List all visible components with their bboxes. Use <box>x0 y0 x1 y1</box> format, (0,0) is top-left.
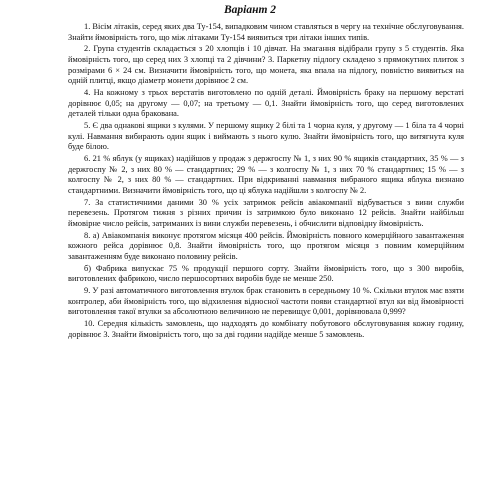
problem-item: 8. а) Авіакомпанія виконує протягом місяця 400 рейсів. Ймовірність повного комерційного завантаження кожного рейса дорівнює 0,8. Знайти ймовірність того, що протягом місяця з повним комерційним завантаженням буде виконано половину рейсів. <box>68 230 464 261</box>
problem-list <box>68 22 464 342</box>
problem-item: 10. Середня кількість замовлень, що надходять до комбінату побутового обслуговування кожну годину, дорівнює 3. Знайти ймовірність того, що за дві години надійде менше 5 замовлень. <box>68 319 464 339</box>
problem-item: 1. Вісім літаків, серед яких два Ту-154, випадковим чином ставляться в чергу на технічне обслуговування. Знайти ймовірність того, що між літаками Ту-154 виявиться три літаки інших типів. <box>68 22 464 42</box>
problem-item: 4. На кожному з трьох верстатів виготовлено по одній деталі. Ймовірність браку на першому верстаті дорівнює 0,05; на другому — 0,07; на третьому — 0,1. Знайти ймовірність того, що серед виготовлених деталей тільки одна бракована. <box>68 88 464 119</box>
problem-item: 7. За статистичними даними 30 % усіх затримок рейсів авіакомпанії відбувається з вини служби перевезень. Протягом тижня з різних причин із затримкою було виконано 12 рейсів. Знайти найбільш ймовірне число рейсів, затриманих із вини служби перевезень, і обчислити відповідну ймовірність. <box>68 197 464 228</box>
problem-item: 9. У разі автоматичного виготовлення втулок брак становить в середньому 10 %. Скільки втулок має взяти контролер, аби ймовірність того, що відхилення відносної частоти появи стандартної втул ки від ймовірності виготовлення такої втулки за абсолютною величиною не перевищує 0,001, дорівнювала 0,999? <box>68 286 464 317</box>
problem-item: 2. Група студентів складається з 20 хлопців і 10 дівчат. На змагання відібрали групу з 5 студентів. Яка ймовірність того, що серед них 3 хлопці та 2 дівчини? 3. Паркетну підлогу складено з прямокутних плиток з розмірами 6 × 24 см. Визначити ймовірність того, що монета, яка впала на підлогу, повністю виявиться на одній плитці, якщо діаметр монети дорівнює 2 см. <box>68 44 464 86</box>
problem-item: 6. 21 % яблук (у ящиках) надійшов у продаж з держгоспу № 1, з них 90 % ящиків стандартних, 35 % — з держгоспу № 2, з них 80 % — стандартних; 29 % — з колгоспу № 1, з них 70 % стандартних; 15 % — з колгоспу № 2, з них 80 % — стандартних. При відкриванні навмання вибраного ящика яблука визнано стандартними. Визначити ймовірність того, що ці яблука надійшли з колгоспу № 2. <box>68 154 464 195</box>
problem-item: 5. Є два однакові ящики з кулями. У першому ящику 2 білі та 1 чорна куля, у другому — 1 біла та 4 чорні кулі. Навмання вибирають один ящик і виймають з нього кулю. Знайти ймовірність того, що витягнута куля буде білою. <box>68 121 464 152</box>
problem-item: б) Фабрика випускає 75 % продукції першого сорту. Знайти ймовірність того, що з 300 виробів, виготовлених фабрикою, число першосортних виробів буде не менше 250. <box>68 263 464 284</box>
variant-title: Варіант 2 <box>223 4 277 16</box>
